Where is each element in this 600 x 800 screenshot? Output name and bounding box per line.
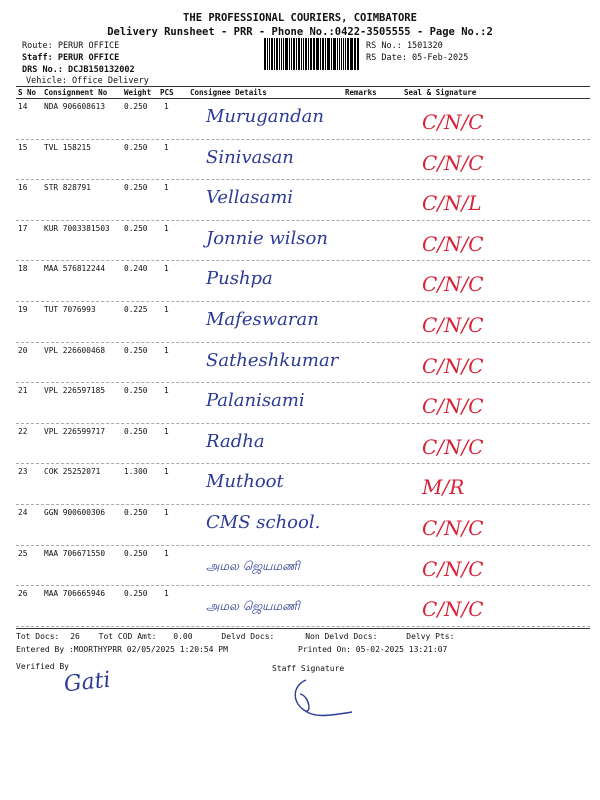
- barcode-bar: [308, 38, 309, 70]
- row-consignee-signature: Satheshkumar: [206, 349, 339, 371]
- barcode-bar: [285, 38, 288, 70]
- barcode-bar: [333, 38, 336, 70]
- row-seal-signature: C/N/C: [422, 150, 484, 175]
- row-sno: 25: [18, 548, 28, 558]
- barcode-bar: [274, 38, 275, 70]
- barcode-bar: [314, 38, 315, 70]
- row-consignee-signature: Vellasami: [206, 187, 294, 209]
- table-top-rule: [16, 86, 590, 87]
- row-weight: 0.250: [124, 183, 148, 193]
- delvd-docs-label: Delvd Docs:: [221, 632, 275, 641]
- row-divider: [16, 626, 590, 627]
- row-consignment-no: VPL 226597185: [44, 386, 106, 396]
- barcode-bar: [320, 38, 321, 70]
- row-consignment-no: MAA 706665946: [44, 589, 106, 599]
- tot-cod-value: 0.00: [173, 632, 193, 641]
- row-weight: 0.250: [124, 142, 148, 152]
- col-consignee: Consignee Details: [190, 88, 267, 97]
- row-consignment-no: KUR 7003381503: [44, 223, 110, 233]
- barcode-bar: [276, 38, 278, 70]
- row-consignee-signature: Murugandan: [206, 106, 324, 127]
- barcode-bar: [337, 38, 338, 70]
- barcode-bar: [296, 38, 297, 70]
- row-seal-signature: C/N/C: [422, 597, 484, 622]
- staff-label: Staff: PERUR OFFICE: [22, 53, 120, 63]
- row-seal-signature: C/N/C: [422, 353, 484, 378]
- barcode-bar: [264, 38, 266, 70]
- barcode-bar: [328, 38, 330, 70]
- tot-docs-value: 26: [70, 632, 80, 641]
- row-consignee-signature: Muthoot: [206, 471, 284, 493]
- row-sno: 24: [18, 508, 28, 517]
- barcode-bar: [331, 38, 332, 70]
- row-pcs: 1: [164, 142, 169, 152]
- row-pcs: 1: [164, 386, 169, 396]
- verified-signature: Gati: [62, 667, 112, 698]
- row-divider: [16, 260, 590, 261]
- row-divider: [16, 179, 590, 180]
- col-seal: Seal & Signature: [404, 88, 477, 97]
- row-consignment-no: TVL 158215: [44, 142, 91, 152]
- non-delvd-docs-label: Non Delvd Docs:: [305, 632, 378, 641]
- col-pcs: PCS: [160, 88, 174, 97]
- barcode-bar: [339, 38, 340, 70]
- barcode-bar: [283, 38, 285, 70]
- row-sno: 21: [18, 386, 28, 396]
- row-sno: 17: [18, 223, 28, 233]
- barcode-bar: [357, 38, 359, 70]
- barcode-bar: [313, 38, 314, 70]
- barcode-bar: [301, 38, 302, 70]
- row-sno: 26: [18, 589, 28, 599]
- tot-cod-label: Tot COD Amt:: [98, 632, 157, 641]
- row-seal-signature: C/N/C: [422, 313, 484, 337]
- row-sno: 18: [18, 264, 28, 274]
- barcode-bar: [271, 38, 274, 70]
- barcode-bar: [293, 38, 295, 70]
- row-divider: [16, 545, 590, 546]
- row-pcs: 1: [164, 508, 169, 517]
- row-seal-signature: C/N/L: [422, 191, 482, 216]
- row-divider: [16, 423, 590, 424]
- delvy-pts-label: Delvy Pts:: [406, 632, 455, 641]
- row-seal-signature: C/N/C: [422, 516, 484, 540]
- row-consignee-signature: Pushpa: [206, 268, 273, 290]
- row-weight: 0.250: [124, 223, 148, 233]
- table-bottom-rule: [16, 628, 590, 629]
- barcode-bar: [355, 38, 356, 70]
- row-consignment-no: NDA 906608613: [44, 102, 106, 111]
- row-divider: [16, 342, 590, 343]
- row-consignee-signature: CMS school.: [206, 512, 321, 533]
- row-sno: 16: [18, 183, 28, 193]
- table-header-rule: [16, 98, 590, 99]
- row-pcs: 1: [164, 426, 169, 436]
- verified-by-label: Verified By: [16, 662, 69, 671]
- barcode-bar: [341, 38, 343, 70]
- runsheet-title: Delivery Runsheet - PRR - Phone No.:0422-3505555 - Page No.:2: [107, 26, 493, 38]
- row-sno: 22: [18, 426, 28, 436]
- col-weight: Weight: [124, 88, 152, 97]
- row-weight: 0.250: [124, 589, 148, 599]
- barcode-bar: [281, 38, 282, 70]
- row-divider: [16, 301, 590, 302]
- row-consignee-signature: Palanisami: [206, 390, 305, 412]
- row-pcs: 1: [164, 102, 169, 111]
- row-seal-signature: C/N/C: [422, 110, 484, 134]
- row-weight: 0.240: [124, 264, 148, 274]
- row-seal-signature: C/N/C: [422, 434, 484, 459]
- barcode-bar: [322, 38, 324, 70]
- row-consignment-no: MAA 706671550: [44, 548, 106, 558]
- row-consignee-signature: Sinivasan: [206, 146, 294, 168]
- row-consignment-no: COK 25252071: [44, 467, 101, 477]
- row-divider: [16, 139, 590, 140]
- barcode-bar: [267, 38, 268, 70]
- row-seal-signature: C/N/C: [422, 556, 484, 581]
- barcode-bar: [350, 38, 353, 70]
- row-consignee-signature: Jonnie wilson: [206, 227, 328, 249]
- tot-docs-label: Tot Docs:: [16, 632, 60, 641]
- row-divider: [16, 463, 590, 464]
- barcode-bar: [316, 38, 319, 70]
- row-seal-signature: M/R: [422, 475, 465, 500]
- row-pcs: 1: [164, 264, 169, 274]
- row-weight: 0.250: [124, 548, 148, 558]
- row-sno: 15: [18, 142, 28, 152]
- row-weight: 0.250: [124, 386, 148, 396]
- row-seal-signature: C/N/C: [422, 272, 484, 297]
- row-pcs: 1: [164, 548, 169, 558]
- row-weight: 0.250: [124, 345, 148, 355]
- row-weight: 0.250: [124, 426, 148, 436]
- row-consignment-no: TUT 7076993: [44, 305, 96, 314]
- row-sno: 14: [18, 102, 28, 111]
- row-seal-signature: C/N/C: [422, 231, 484, 256]
- row-consignee-signature: அமல ஜெயமணி: [206, 599, 300, 614]
- barcode-bar: [291, 38, 292, 70]
- row-weight: 0.225: [124, 305, 148, 314]
- row-consignment-no: VPL 226600468: [44, 345, 106, 355]
- row-consignment-no: GGN 900600306: [44, 508, 106, 517]
- rs-date: RS Date: 05-Feb-2025: [366, 53, 469, 63]
- entered-by: Entered By :MOORTHYPRR 02/05/2025 1:20:54 PM: [16, 645, 228, 654]
- row-pcs: 1: [164, 305, 169, 314]
- col-consignment: Consignment No: [44, 88, 108, 97]
- row-divider: [16, 504, 590, 505]
- row-pcs: 1: [164, 345, 169, 355]
- col-sno: S No: [18, 88, 37, 97]
- row-pcs: 1: [164, 223, 169, 233]
- rs-number: RS No.: 1501320: [366, 41, 443, 51]
- row-weight: 0.250: [124, 102, 148, 111]
- row-pcs: 1: [164, 183, 169, 193]
- printed-on: Printed On: 05-02-2025 13:21:07: [298, 645, 448, 654]
- row-consignee-signature: Mafeswaran: [206, 309, 319, 330]
- row-weight: 0.250: [124, 508, 148, 517]
- barcode-bar: [303, 38, 304, 70]
- barcode-bar: [289, 38, 290, 70]
- row-consignment-no: MAA 576812244: [44, 264, 106, 274]
- row-consignee-signature: அமல ஜெயமணி: [206, 558, 300, 573]
- row-pcs: 1: [164, 467, 169, 477]
- row-consignee-signature: Radha: [206, 430, 265, 452]
- barcode-bar: [310, 38, 312, 70]
- barcode-image: [264, 38, 360, 70]
- barcode-bar: [343, 38, 344, 70]
- barcode-bar: [347, 38, 349, 70]
- row-consignment-no: STR 828791: [44, 183, 91, 193]
- row-divider: [16, 220, 590, 221]
- footer-totals: [16, 632, 454, 641]
- barcode-bar: [298, 38, 301, 70]
- row-divider: [16, 585, 590, 586]
- row-pcs: 1: [164, 589, 169, 599]
- drs-label: DRS No.: DCJB150132002: [22, 65, 135, 75]
- barcode-bar: [269, 38, 270, 70]
- row-sno: 23: [18, 467, 28, 477]
- barcode-bar: [354, 38, 355, 70]
- row-consignment-no: VPL 226599717: [44, 426, 106, 436]
- row-seal-signature: C/N/C: [422, 394, 484, 419]
- vehicle-label: Vehicle: Office Delivery: [26, 76, 149, 86]
- barcode-bar: [305, 38, 307, 70]
- row-sno: 20: [18, 345, 28, 355]
- staff-signature-label: Staff Signature: [272, 664, 345, 673]
- route-label: Route: PERUR OFFICE: [22, 41, 120, 51]
- barcode-bar: [327, 38, 328, 70]
- staff-signature-mark: [288, 672, 358, 722]
- row-weight: 1.300: [124, 467, 148, 477]
- row-sno: 19: [18, 305, 28, 314]
- barcode-bar: [325, 38, 326, 70]
- company-title: THE PROFESSIONAL COURIERS, COIMBATORE: [183, 12, 417, 24]
- barcode-bar: [345, 38, 346, 70]
- col-remarks: Remarks: [345, 88, 377, 97]
- row-divider: [16, 382, 590, 383]
- barcode-bar: [279, 38, 280, 70]
